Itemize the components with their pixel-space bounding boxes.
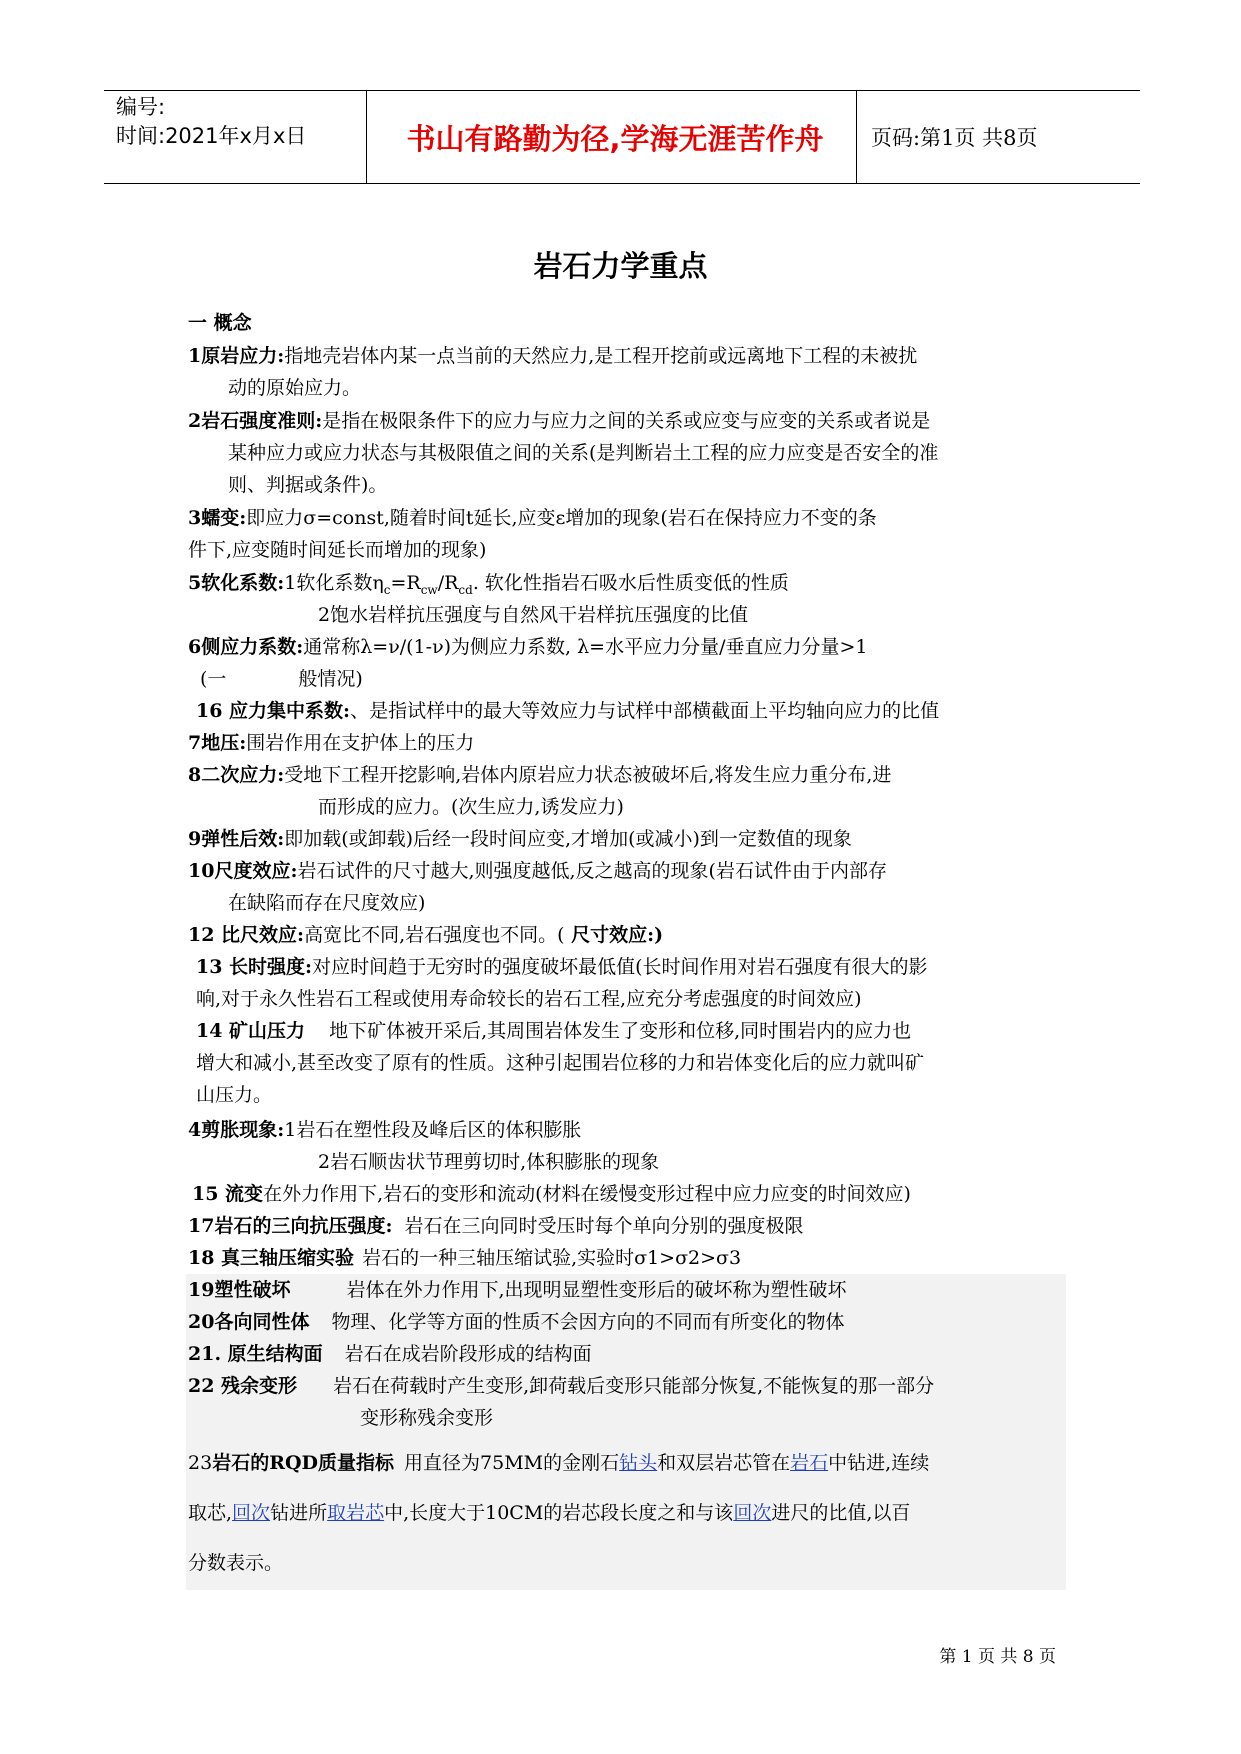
term: 13 长时强度: [196,956,313,978]
link-drill-bit[interactable]: 钻头 [619,1452,658,1474]
definition: 而形成的应力。(次生应力,诱发应力) [318,796,624,818]
term: 18 真三轴压缩实验 [188,1247,355,1269]
document-body [188,307,1058,1590]
page-footer: 第 1 页 共 8 页 [939,1647,1056,1667]
list-item [188,1210,1058,1242]
definition: 尺寸效应:) [564,924,664,946]
link-core[interactable]: 取岩芯 [327,1502,385,1524]
list-item [188,1114,1058,1146]
definition [188,663,1058,695]
term: 岩石的RQD质量指标 [212,1452,395,1474]
definition: 和双层岩芯管在 [657,1452,791,1474]
list-item [188,1370,1066,1402]
definition: =R [390,572,421,594]
link-run[interactable]: 回次 [232,1502,271,1524]
definition: 在外力作用下,岩石的变形和流动(材料在缓慢变形过程中应力应变的时间效应) [263,1183,911,1205]
term: 9弹性后效: [188,828,285,850]
term: 8二次应力: [188,764,285,786]
definition: 岩石在三向同时受压时每个单向分别的强度极限 [404,1215,804,1237]
section-heading: 一 概念 [188,312,252,334]
definition-part: 般情况) [298,668,363,690]
header-page-code: 页码:第1页 共8页 [871,126,1038,150]
term: 22 残余变形 [188,1375,298,1397]
definition: 增大和减小,甚至改变了原有的性质。这种引起围岩位移的力和岩体变化后的应力就叫矿 [196,1052,925,1074]
definition: 地下矿体被开采后,其周围岩体发生了变形和位移,同时围岩内的应力也 [329,1020,912,1042]
definition: 岩石的一种三轴压缩试验,实验时σ1>σ2>σ3 [362,1247,742,1269]
definition: 在缺陷而存在尺度效应) [228,892,426,914]
definition: 、是指试样中的最大等效应力与试样中部横截面上平均轴向应力的比值 [350,700,940,722]
definition: 件下,应变随时间延长而增加的现象) [188,539,487,561]
list-item [188,340,1058,372]
definition: 岩体在外力作用下,出现明显塑性变形后的破坏称为塑性破坏 [346,1279,847,1301]
definition: 岩石试件的尺寸越大,则强度越低,反之越高的现象(岩石试件由于内部存 [297,860,887,882]
subscript: c [383,582,391,597]
definition: 某种应力或应力状态与其极限值之间的关系(是判断岩土工程的应力应变是否安全的准 [228,442,939,464]
list-item [188,631,1058,663]
term: 5软化系数: [188,572,285,594]
doc-number-label: 编号: [116,95,166,119]
term: 15 流变 [192,1183,264,1205]
text-line [188,1438,1066,1488]
term: 2岩石强度准则: [188,410,323,432]
term: 10尺度效应: [188,860,298,882]
definition: 对应时间趋于无穷时的强度破坏最低值(长时间作用对岩石强度有很大的影 [312,956,928,978]
term: 6侧应力系数: [188,636,304,658]
definition: 取芯, [188,1502,233,1524]
list-item [188,1306,1066,1338]
term: 14 矿山压力 [196,1020,306,1042]
definition: 响,对于永久性岩石工程或使用寿命较长的岩石工程,应充分考虑强度的时间效应) [196,988,862,1010]
list-item [188,727,1058,759]
definition: 动的原始应力。 [228,377,362,399]
subscript: cd [458,582,473,597]
list-item [188,695,1058,727]
list-item [188,855,1058,887]
term: 21. 原生结构面 [188,1343,323,1365]
header-table [104,90,1140,184]
page-title: 岩石力学重点 [533,249,708,283]
term: 3蠕变: [188,507,247,529]
definition: 钻进所 [270,1502,328,1524]
list-item [188,502,1058,534]
definition: 即应力σ=const,随着时间t延长,应变ε增加的现象(岩石在保持应力不变的条 [246,507,877,529]
definition: 中钻进,连续 [828,1452,930,1474]
list-item [188,1438,1066,1590]
term: 1原岩应力: [188,345,285,367]
list-item [188,919,1058,951]
definition: 即加载(或卸载)后经一段时间应变,才增加(或减小)到一定数值的现象 [284,828,852,850]
subscript: cw [420,582,438,597]
term: 20各向同性体 [188,1311,310,1333]
list-item [188,1178,1058,1210]
text-line [188,1488,1066,1538]
header-meta [116,93,306,151]
definition: 2岩石顺齿状节理剪切时,体积膨胀的现象 [318,1151,660,1173]
list-item [188,567,1058,599]
definition-part: (一 [200,668,227,690]
definition: 围岩作用在支护体上的压力 [246,732,475,754]
term: 17岩石的三向抗压强度: [188,1215,393,1237]
list-item [188,1338,1066,1370]
definition: 岩石在荷载时产生变形,卸荷载后变形只能部分恢复,不能恢复的那一部分 [333,1375,935,1397]
definition: 进尺的比值,以百 [771,1502,911,1524]
definition: 用直径为75MM的金刚石 [404,1452,620,1474]
header-divider [366,91,367,183]
definition: 1软化系数η [284,572,384,594]
definition: 岩石在成岩阶段形成的结构面 [344,1343,592,1365]
definition: 1岩石在塑性段及峰后区的体积膨胀 [284,1119,582,1141]
list-item [188,1015,1058,1047]
definition: /R [437,572,459,594]
definition: 中,长度大于10CM的岩芯段长度之和与该 [384,1502,734,1524]
definition: 变形称残余变形 [360,1407,494,1429]
definition: 高宽比不同,岩石强度也不同。( [304,924,565,946]
definition: 通常称λ=ν/(1-ν)为侧应力系数, λ=水平应力分量/垂直应力分量>1 [303,636,868,658]
term: 19塑性破坏 [188,1279,291,1301]
term: 16 应力集中系数: [196,700,351,722]
definition: 受地下工程开挖影响,岩体内原岩应力状态被破坏后,将发生应力重分布,进 [284,764,892,786]
definition: 则、判据或条件)。 [228,474,388,496]
list-item [188,1242,1058,1274]
definition: . 软化性指岩石吸水后性质变低的性质 [472,572,789,594]
term: 12 比尺效应: [188,924,305,946]
term: 7地压: [188,732,247,754]
link-rock[interactable]: 岩石 [790,1452,829,1474]
list-item [188,405,1058,437]
list-item [188,1274,1066,1306]
header-motto: 书山有路勤为径,学海无涯苦作舟 [406,121,824,156]
highlighted-block [186,1274,1066,1590]
definition: 指地壳岩体内某一点当前的天然应力,是工程开挖前或远离地下工程的未被扰 [284,345,918,367]
item-number: 23 [188,1452,213,1474]
list-item [188,823,1058,855]
link-run[interactable]: 回次 [733,1502,772,1524]
list-item [188,951,1058,983]
definition: 2饱水岩样抗压强度与自然风干岩样抗压强度的比值 [318,604,749,626]
doc-time-label: 时间:2021年x月x日 [116,124,307,148]
definition: 是指在极限条件下的应力与应力之间的关系或应变与应变的关系或者说是 [322,410,931,432]
text-line: 分数表示。 [188,1552,284,1574]
definition: 物理、化学等方面的性质不会因方向的不同而有所变化的物体 [331,1311,845,1333]
definition: 山压力。 [196,1084,273,1106]
term: 4剪胀现象: [188,1119,285,1141]
list-item [188,759,1058,791]
